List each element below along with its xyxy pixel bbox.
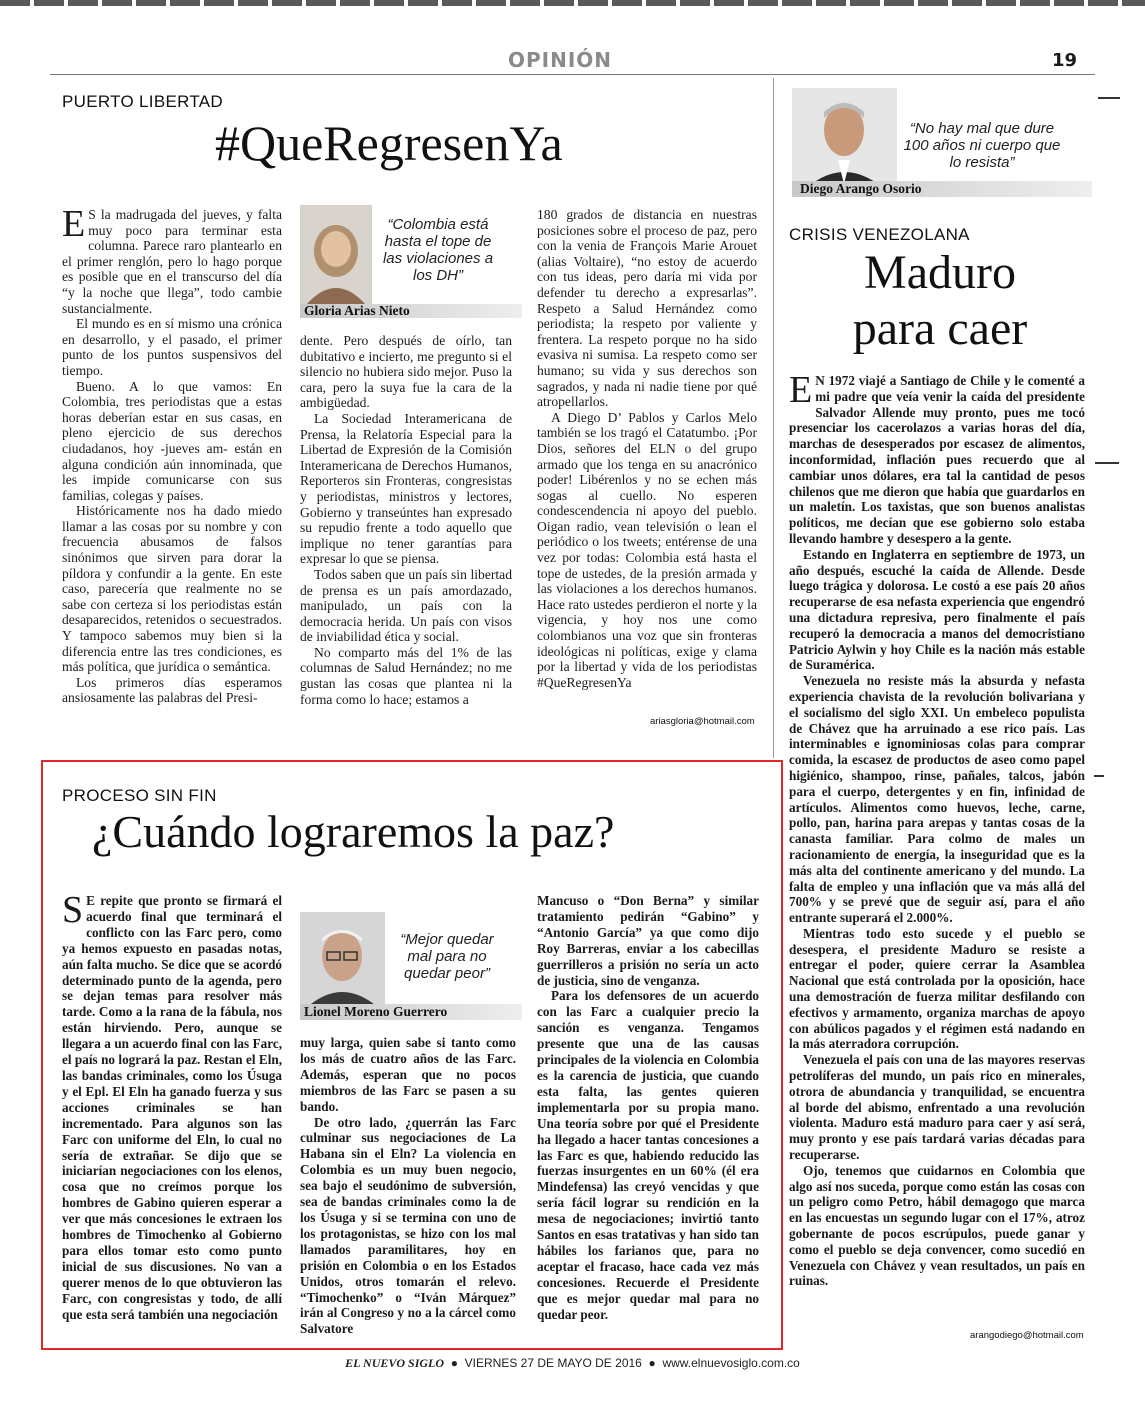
page-footer (0, 1356, 1145, 1371)
paragraph: Todos saben que un país sin libertad de prensa es un país amordazado, manipulado, un país con la democracia herida. Un país con visos de inviabilidad ética y social. (300, 566, 512, 645)
paragraph: A Diego D’ Pablos y Carlos Melo también se los tragó el Catatumbo. ¡Por Dios, señores del ELN o del grupo armado que los tenga en su anacrónico poder! Libérenlos y no se echen más sogas al cuello. No esperen condescendencia ni apoyo del pueblo. Oigan radio, vean televisión o lean el periódico o los tweets; entérense de una vez por todas: Colombia está hasta el tope de ustedes, de la presión armada y las violaciones a los derechos humanos. Hace rato ustedes perdieron el norte y la vigencia, y hoy nos une como colombianos una voz que sin fronteras ideológicas ni políticas, exige y clama por la libertad y vida de los periodistas #QueRegresenYa (537, 409, 757, 690)
article3-column-3 (537, 893, 759, 1322)
article2-kicker: CRISIS VENEZOLANA (789, 225, 970, 244)
footer-date: VIERNES 27 DE MAYO DE 2016 (464, 1356, 642, 1370)
paragraph: Para los defensores de un acuerdo con las Farc a cualquier precio la sanción es venganza. Tengamos presente que una de las causas principales de la violencia en Colombia es la carencia de justicia, que cuando esta falta, las gentes quieren implementarla por su propia mano. Una teoría sobre por qué el Presidente ha llegado a hacer tantas concesiones a las Farc es que, habiendo reducido las fuerzas insurgentes en un 60% (él era Mindefensa) las creyó vencidas y que sería fácil lograr su rendición en la mesa de negociaciones; invirtió tanto Santos en esas tratativas y han sido tan hábiles los farianos que, para no aceptar el fracaso, hace cada vez más concesiones. Recuerde el Presidente que es mejor quedar mal para no quedar peor. (537, 988, 759, 1322)
paragraph: Estando en Inglaterra en septiembre de 1973, un año después, escuché la caída de Allende. Desde luego trágica y dolorosa. Le costó a ese país 20 años recuperarse de esa nefasta experiencia que engendró una dictadura represiva, pero finalmente el país recuperó la democracia a manos del democristiano Patricio Aylwin y hoy Chile es la nación más estable de Suramérica. (789, 546, 1085, 673)
paragraph: Venezuela no resiste más la absurda y nefasta experiencia chavista de la revolución bolivariana y el socialismo del siglo XXI. Un embeleco populista de Chávez que ha arruinado a ese rico país. Las interminables e ignominiosas colas para comprar comida, la escasez de productos de aseo como papel higiénico, shampoo, rinse, pañales, talcos, jabón para el cuerpo, detergentes y en fin, infinidad de artículos. Alimentos como huevos, leche, carne, pollo, pan, harina para arepas y tantas cosas de la canasta familiar. Para colmo de males un racionamiento de energía, la inseguridad que es la más alta del continente americano y del mundo. La falta de empleo y una inflación que va más allá del 700% y se prevé que de seguir así, para el año entrante superará el 2.000%. (789, 673, 1085, 926)
dropcap: E (789, 369, 813, 411)
paragraph: De otro lado, ¿querrán las Farc culminar sus negociaciones de La Habana sin el Eln? La violencia en Colombia es un muy buen negocio, sea bajo el seudónimo de subversión, sea de bandas criminales como la de los Úsuga y si se termina con uno de los protagonistas, se hizo con los mal llamados paramilitares, hoy en prisión en Colombia o en los Estados Unidos, otros tomarán el relevo. “Timochenko” o “Iván Márquez” irán al Congreso y no a la cárcel como Salvatore (300, 1114, 516, 1337)
article3-column-2 (300, 1035, 516, 1337)
article2-email: arangodiego@hotmail.com (970, 1330, 1084, 1341)
paragraph: Ojo, tenemos que cuidarnos en Colombia que algo así nos suceda, porque como están las cosas con un peligro como Petro, hábil demagogo que marca en las encuestas un segundo lugar con el 17%, atroz gobernante de pocos escrúpulos, puede ganar y como el pueblo se deja convencer, como sucedió en Venezuela con Chávez y vean resultados, un país en ruinas. (789, 1162, 1085, 1289)
article1-headline: #QueRegresenYa (215, 115, 563, 171)
portrait-icon (300, 912, 385, 1010)
paragraph: El mundo es en sí mismo una crónica en desarrollo, y el pasado, el primer punto de los puntos suspensivos del tiempo. (62, 316, 282, 378)
section-title: OPINIÓN (507, 48, 613, 72)
paragraph: Venezuela el país con una de las mayores reservas petrolíferas del mundo, un país rico en minerales, otrora de abundancia y tranquilidad, se encuentra al borde del abismo, enfrentado a una revolución violenta. Maduro está maduro para caer y así será, muy pronto y ese país tardará varias décadas para recuperarse. (789, 1052, 1085, 1163)
article1-kicker: PUERTO LIBERTAD (62, 92, 224, 111)
article2-headline (790, 245, 1090, 357)
paragraph: muy larga, quien sabe si tanto como los más de cuatro años de las Farc. Además, esperan que no pocos miembros de las Farc se pasen a su bando. (300, 1035, 516, 1114)
article1-column-3 (537, 207, 757, 690)
dropcap: S (62, 889, 84, 931)
article2-author: Diego Arango Osorio (800, 181, 922, 196)
article3-pull-quote: “Mejor quedar mal para no quedar peor” (400, 931, 494, 982)
article1-email: ariasgloria@hotmail.com (650, 716, 755, 727)
bullet-icon: ● (450, 1356, 458, 1370)
article3-author: Lionel Moreno Guerrero (304, 1004, 448, 1019)
article1-pull-quote: “Colombia está hasta el tope de las violaciones a los DH” (382, 216, 494, 284)
article1-author: Gloria Arias Nieto (304, 303, 410, 318)
paragraph: dente. Pero después de oírlo, tan dubitativo e incierto, me pregunto si el silencio no hubiera sido mejor. Puso la cara, pero la suya fue la cara de la ambigüedad. (300, 333, 512, 411)
paragraph: E repite que pronto se firmará el acuerdo final que terminará el conflicto con las Farc pero, como ya hemos expuesto en pasadas notas, aún falta mucho. Se dice que se acordó determinado punto de la agenda, pero se dejan temas para resolver más tarde. Como a la rana de la fábula, nos están hirviendo. Pero, aunque se llegara a un acuerdo final con las Farc, el país no logrará la paz. Restan el Eln, las bandas criminales, como los Úsuga y el Epl. El Eln ha ganado fuerza y sus acciones criminales se han incrementado. Para algunos son las Farc con uniforme del Eln, lo cual no sería de extrañar. Se dijo que se iniciarían negociaciones con los elenos, cosa que no creímos porque los hombres de Gabino quieren esperar a ver que más concesiones le extraen los hombres de Timochenko al Gobierno para ellos tomar esto como punto inicial de sus discusiones. No van a querer menos de lo que obtuvieron las Farc, con congresistas y todo, de allí que esta será también una negociación (62, 893, 282, 1322)
footer-url[interactable]: www.elnuevosiglo.com.co (662, 1356, 800, 1370)
article1-column-2 (300, 333, 512, 707)
top-border (0, 0, 1145, 6)
footer-brand: EL NUEVO SIGLO (345, 1356, 445, 1370)
article1-column-1 (62, 203, 282, 706)
author-photo-lionel (300, 912, 385, 1010)
margin-mark (1095, 462, 1119, 464)
paragraph: S la madrugada del jueves, y falta muy poco para terminar esta columna. Parece raro plantearlo en el primer renglón, pero lo hago porque es posible que en el transcurso del día “y la noche que llega”, todo cambie sustancialmente. (62, 207, 282, 316)
margin-mark (1098, 97, 1120, 99)
header-rule (50, 74, 1095, 75)
headline-line: Maduro (864, 246, 1016, 299)
paragraph: Mientras todo esto sucede y el pueblo se desespera, el presidente Maduro se resiste a entregar el poder, quiere cerrar la Asamblea Nacional que está controlada por la oposición, hace una demostración de fuerza militar desfilando con efectivos y armamento, organiza marchas de apoyo con abúlicos pagados y el régimen está nadando en la más aterradora corrupción. (789, 925, 1085, 1052)
paragraph: Bueno. A lo que vamos: En Colombia, tres periodistas que a estas horas deberían estar en sus casas, en pleno ejercicio de sus derechos ciudadanos, hoy -jueves am- están en alguna condición aún innominada, que les impide comunicarse con sus familias, colegas y países. (62, 378, 282, 503)
page-number: 19 (1052, 50, 1078, 71)
paragraph: Mancuso o “Don Berna” y similar tratamiento pedirán “Gabino” y “Antonio García” ya que como dijo Roy Barreras, enviar a los cabecillas guerrilleros a prisión no sería un acto de justicia, sino de venganza. (537, 893, 759, 988)
dropcap: E (62, 203, 86, 245)
paragraph: No comparto más del 1% de las columnas de Salud Hernández; no me gustan las cosas que plantea ni la forma como lo hace; estamos a (300, 644, 512, 707)
bullet-icon: ● (648, 1356, 656, 1370)
paragraph: 180 grados de distancia en nuestras posiciones sobre el proceso de paz, pero con la venia de François Marie Arouet (alias Voltaire), “no estoy de acuerdo con tus ideas, pero daría mi vida por defender tu derecho a expresarlas”. Respeto a Salud Hernández como periodista; la respeto por valiente y frentera. La respeto porque no ha sido evasiva ni sumisa. La respeto como ser humano; su vida y sus derechos son sagrados, y nada ni nadie tiene por qué atropellarlos. (537, 207, 757, 410)
author-photo-gloria (300, 205, 372, 305)
article3-kicker: PROCESO SIN FIN (62, 786, 217, 805)
portrait-icon (300, 205, 372, 305)
margin-mark (1094, 775, 1104, 777)
paragraph: N 1972 viajé a Santiago de Chile y le comenté a mi padre que veía venir la caída del presidente Salvador Allende muy pronto, pues me tocó presenciar los cacerolazos a varias horas del día, marchas de desesperados por escasez de alimentos, inconformidad, inflación pues recuerdo que al cambiar unos dólares, era tal la cantidad de pesos chilenos que me dieron que había que guardarlos en un maletín. Los taxistas, que son buenos analistas políticos, me decían que ese gobierno solo estaba llevando hambre y desespero a la gente. (789, 373, 1085, 546)
headline-line: para caer (852, 302, 1028, 355)
column-divider (773, 78, 774, 758)
article3-column-1 (62, 889, 282, 1322)
portrait-icon (792, 88, 897, 196)
paragraph: Históricamente nos ha dado miedo llamar a las cosas por su nombre y con frecuencia abusamos de falsos sinónimos que sirven para dorar la píldora y confundir a la gente. En este caso, parecería que realmente no se sabe con certeza si los periodistas están desaparecidos, retenidos o secuestrados. Y tampoco sabemos muy bien si la diferencia entre las tres condiciones, es más política, que jurídica o semántica. (62, 503, 282, 675)
article2-pull-quote: “No hay mal que dure 100 años ni cuerpo que lo resista” (903, 120, 1061, 171)
author-photo-diego (792, 88, 897, 196)
article2-body (789, 369, 1085, 1289)
paragraph: La Sociedad Interamericana de Prensa, la Relatoría Especial para la Libertad de Expresión de la Comisión Interamericana de Derechos Humanos, Reporteros sin Fronteras, congresistas y periodistas, ministros y lectores, Gobierno y transeúntes han expresado su repudio frente a todo aquello que implique no tener garantías para expresar lo que se piensa. (300, 410, 512, 567)
article3-headline: ¿Cuándo lograremos la paz? (92, 806, 615, 857)
paragraph: Los primeros días esperamos ansiosamente las palabras del Presi- (62, 674, 282, 706)
